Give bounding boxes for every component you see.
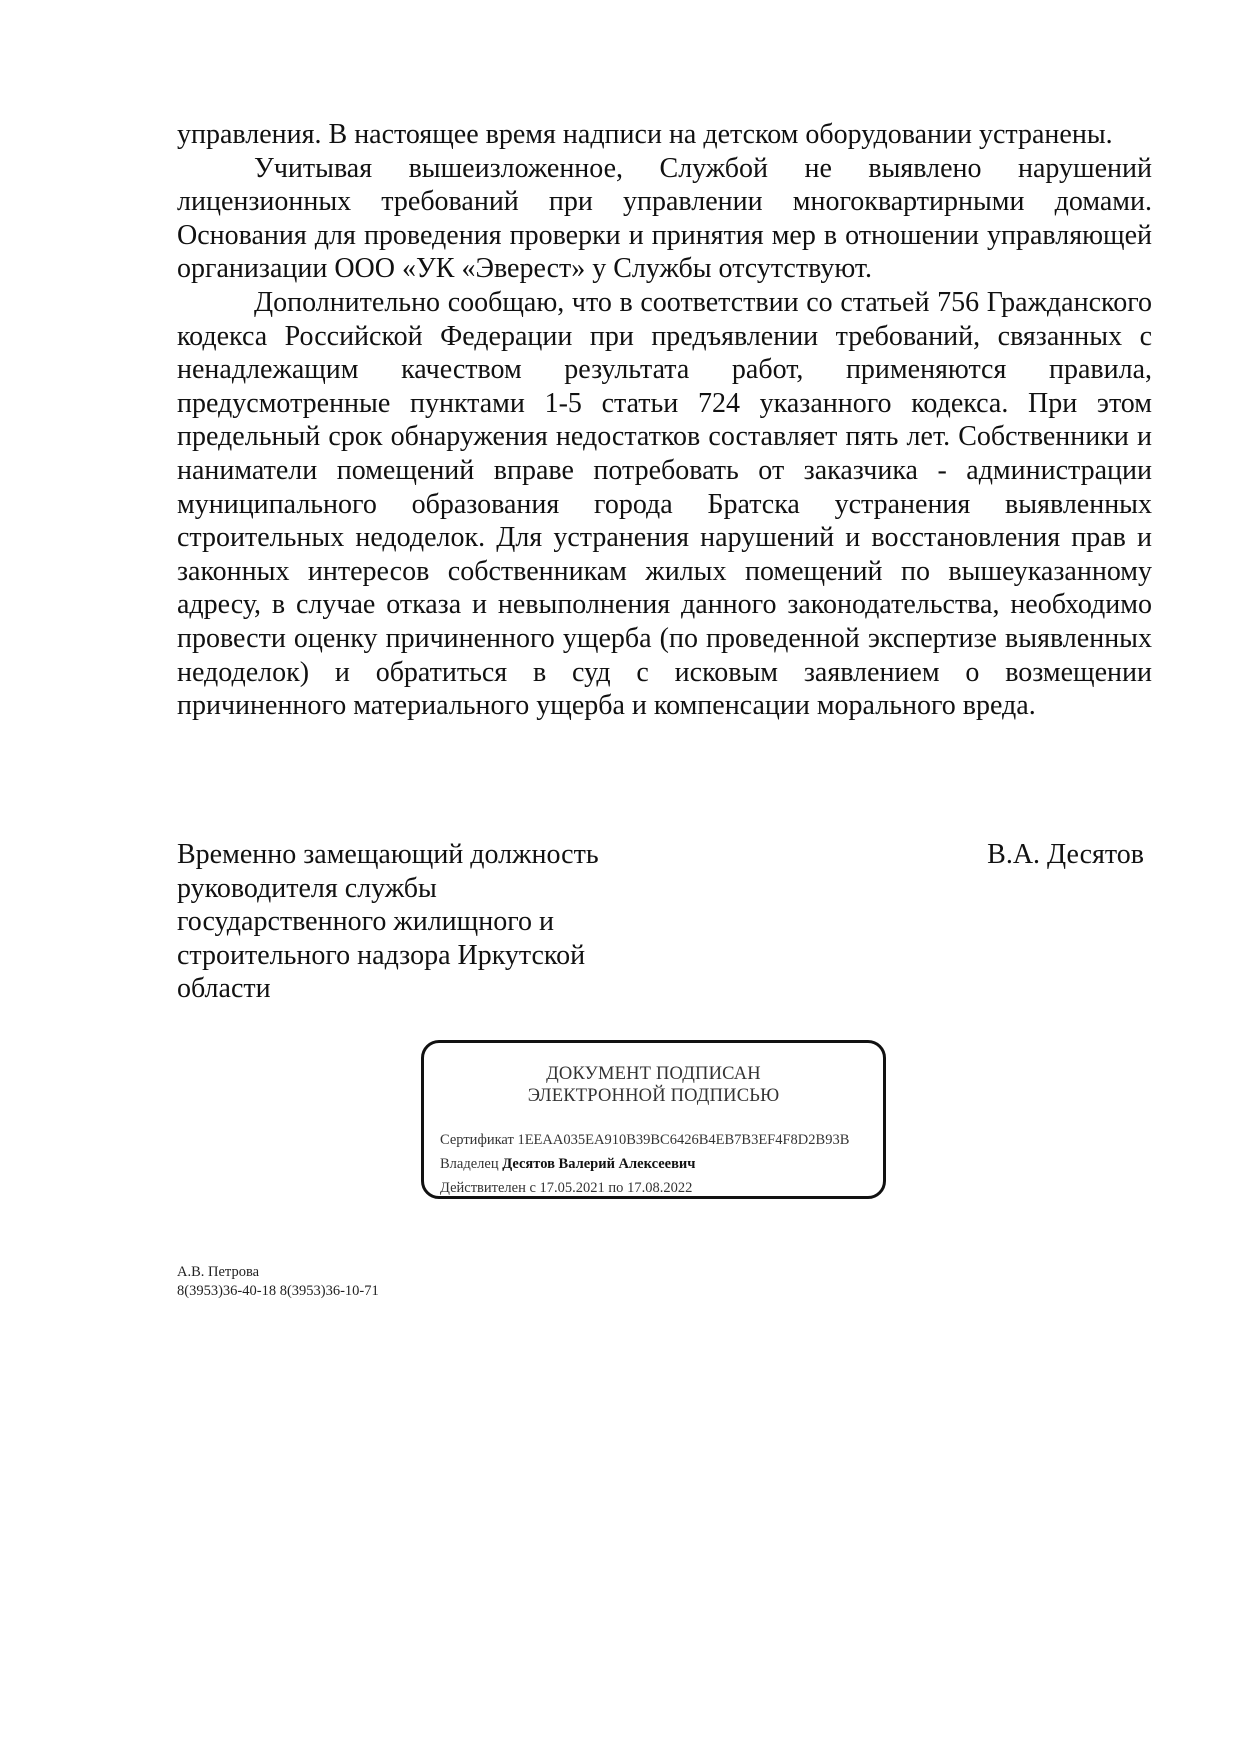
esign-valid-label: Действителен с [440,1180,536,1196]
paragraph-continuation: управления. В настоящее время надписи на детском оборудовании устранены. [177,119,1113,150]
esign-header-line: ДОКУМЕНТ ПОДПИСАН [546,1064,761,1084]
executor-phones: 8(3953)36-40-18 8(3953)36-10-71 [177,1283,379,1299]
signer-title-line: Временно замещающий должность [177,839,599,870]
signer-title [177,838,657,1006]
esign-certificate-row [440,1128,849,1152]
signer-name: В.А. Десятов [987,839,1144,870]
esign-valid-from: 17.05.2021 [539,1180,605,1196]
esign-header [424,1063,883,1107]
esign-owner-label: Владелец [440,1156,499,1172]
signer-title-line: области [177,973,271,1005]
executor-name: А.В. Петрова [177,1264,260,1280]
letter-body [177,118,1152,723]
esign-certificate-label: Сертификат [440,1132,514,1148]
paragraph-additional-info: Дополнительно сообщаю, что в соответствии со статьей 756 Гражданского кодекса Российской Федерации при предъявлении требований, связанных с ненадлежащим качеством результата работ, применяются правила, предусмотренные пунктами 1-5 статьи 724 указанного кодекса. При этом предельный срок обнаружения недостатков составляет пять лет. Собственники и наниматели помещений вправе потребовать от заказчика - администрации муниципального образования города Братска устранения выявленных строительных недоделок. Для устранения нарушений и восстановления прав и законных интересов собственникам жилых помещений по вышеуказанному адресу, в случае отказа и невыполнения данного законодательства, необходимо провести оценку причиненного ущерба (по проведенной экспертизе выявленных недоделок) и обратиться в суд с исковым заявлением о возмещении причиненного материального ущерба и компенсации морального вреда. [177,286,1152,722]
esign-validity-row [440,1176,849,1200]
esign-owner-value: Десятов Валерий Алексеевич [502,1156,696,1172]
signature-block [177,838,1152,1006]
esign-valid-to-label: по [608,1180,624,1196]
signer-title-line: руководителя службы [177,872,437,904]
executor-info [177,1263,379,1301]
signer-title-line: государственного жилищного и [177,906,554,938]
esign-valid-to: 17.08.2022 [627,1180,693,1196]
esign-certificate-value: 1EEAA035EA910B39BC6426B4EB7B3EF4F8D2B93B [517,1132,850,1148]
paragraph-conclusion: Учитывая вышеизложенное, Службой не выявлено нарушений лицензионных требований при управлении многоквартирными домами. Основания для проведения проверки и принятия мер в отношении управляющей организации ООО «УК «Эверест» у Службы отсутствуют. [177,152,1152,285]
signer-title-line: строительного надзора Иркутской [177,939,586,971]
esign-owner-row [440,1152,849,1176]
electronic-signature-stamp [421,1040,886,1199]
esign-header-line: ЭЛЕКТРОННОЙ ПОДПИСЬЮ [527,1086,780,1106]
esign-details [440,1128,849,1200]
